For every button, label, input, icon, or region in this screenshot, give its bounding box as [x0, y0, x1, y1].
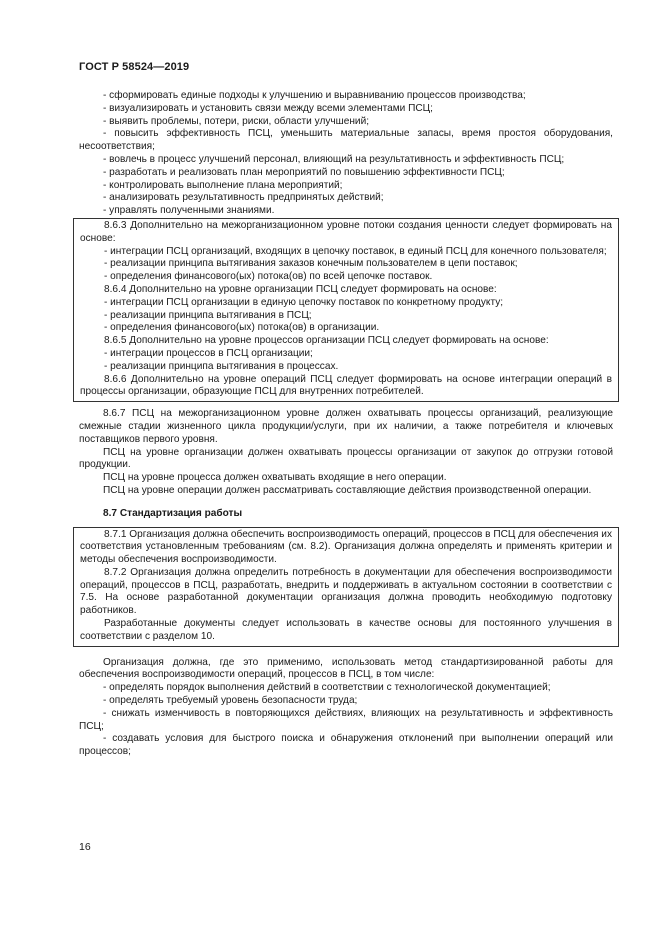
amendment-box-8-7: [73, 527, 619, 647]
list-item: - управлять полученными знаниями.: [103, 205, 275, 217]
clause-8-6-7: 8.6.7 ПСЦ на межорганизационном уровне должен охватывать процессы организаций, реализующие смежные стадии жизненного цикла продукции/услуги, при их наличии, а также потребителя и ключевых поставщиков первого уровня.: [79, 408, 613, 445]
list-item: - выявить проблемы, потери, риски, области улучшений;: [103, 115, 370, 127]
clause-8-6-5: 8.6.5 Дополнительно на уровне процессов организации ПСЦ следует формировать на основе:: [104, 335, 549, 347]
clause-8-7-2: 8.7.2 Организация должна определить потребность в документации для обеспечения воспроизводимости операций, процессов в ПСЦ, разработать, внедрить и поддерживать в актуальном состоянии в соответствии с 7.5. На основе разработанной документации организация должна проводить необходимую подготовку работников.: [80, 566, 612, 617]
amendment-box-8-6: [73, 218, 619, 402]
clause-8-6-7-group: [79, 408, 613, 498]
paragraph: Организация должна, где это применимо, использовать метод стандартизированной работы для обеспечения воспроизводимости операций, процессов в ПСЦ, в том числе:: [79, 656, 613, 681]
paragraph: ПСЦ на уровне операции должен рассматривать составляющие действия производственной операции.: [103, 484, 592, 496]
clause-8-6-4: 8.6.4 Дополнительно на уровне организации ПСЦ следует формировать на основе:: [104, 283, 497, 295]
list-item: - интеграции ПСЦ организаций, входящих в цепочку поставок, в единый ПСЦ для конечного пользователя;: [104, 245, 607, 257]
list-item: - определения финансового(ых) потока(ов) по всей цепочке поставок.: [104, 271, 433, 283]
paragraph: Разработанные документы следует использовать в качестве основы для постоянного улучшения в соответствии с разделом 10.: [80, 618, 612, 642]
paragraph: ПСЦ на уровне организации должен охватывать процессы организации от закупок до отгрузки готовой продукции.: [79, 446, 613, 471]
list-item: - визуализировать и установить связи между всеми элементами ПСЦ;: [103, 102, 433, 114]
page-number: 16: [79, 841, 91, 853]
list-item: - контролировать выполнение плана мероприятий;: [103, 179, 343, 191]
list-item: - определять порядок выполнения действий в соответствии с технологической документацией;: [103, 682, 551, 694]
list-item: - снижать изменчивость в повторяющихся действиях, влияющих на результативность и эффективность ПСЦ;: [79, 707, 613, 732]
clause-8-6-3: 8.6.3 Дополнительно на межорганизационном уровне потоки создания ценности следует формировать на основе:: [80, 219, 612, 244]
section-heading: 8.7 Стандартизация работы: [103, 507, 243, 519]
list-item: - интеграции ПСЦ организации в единую цепочку поставок по конкретному продукту;: [104, 296, 504, 308]
clause-8-7-1: 8.7.1 Организация должна обеспечить воспроизводимость операций, процессов в ПСЦ для обеспечения их соответствия установленным требованиям (см. 8.2). Организация должна определять и применять критерии и методы обеспечения воспроизводимости.: [80, 528, 612, 566]
list-item: - интеграции процессов в ПСЦ организации;: [104, 347, 313, 359]
list-item: - создавать условия для быстрого поиска и обнаружения отклонений при выполнении операций или процессов;: [79, 733, 613, 758]
list-item: - реализации принципа вытягивания заказов конечным пользователем в цепи поставок;: [104, 258, 518, 270]
list-item: - определять требуемый уровень безопасности труда;: [103, 695, 358, 707]
list-item: - реализации принципа вытягивания в ПСЦ;: [104, 309, 312, 321]
list-item: - реализации принципа вытягивания в процессах.: [104, 360, 339, 372]
list-item: - анализировать результативность предпринятых действий;: [103, 192, 384, 204]
intro-list: [79, 90, 613, 218]
list-item: - разработать и реализовать план мероприятий по повышению эффективности ПСЦ;: [103, 166, 505, 178]
standard-header: ГОСТ Р 58524—2019: [79, 61, 190, 73]
list-item: - сформировать единые подходы к улучшению и выравниванию процессов производства;: [103, 90, 526, 101]
page-content: [79, 90, 613, 759]
list-item: - повысить эффективность ПСЦ, уменьшить материальные запасы, время простоя оборудования, несоответствия;: [79, 128, 613, 153]
list-item: - определения финансового(ых) потока(ов) в организации.: [104, 322, 380, 334]
paragraph: ПСЦ на уровне процесса должен охватывать входящие в него операции.: [103, 472, 447, 484]
clause-8-6-6: 8.6.6 Дополнительно на уровне операций ПСЦ следует формировать на основе интеграции операций в процессы организации, образующие ПСЦ для внутренних потребителей.: [80, 373, 612, 398]
list-item: - вовлечь в процесс улучшений персонал, влияющий на результативность и эффективность ПСЦ;: [103, 153, 565, 165]
standard-work-list: [79, 657, 613, 759]
